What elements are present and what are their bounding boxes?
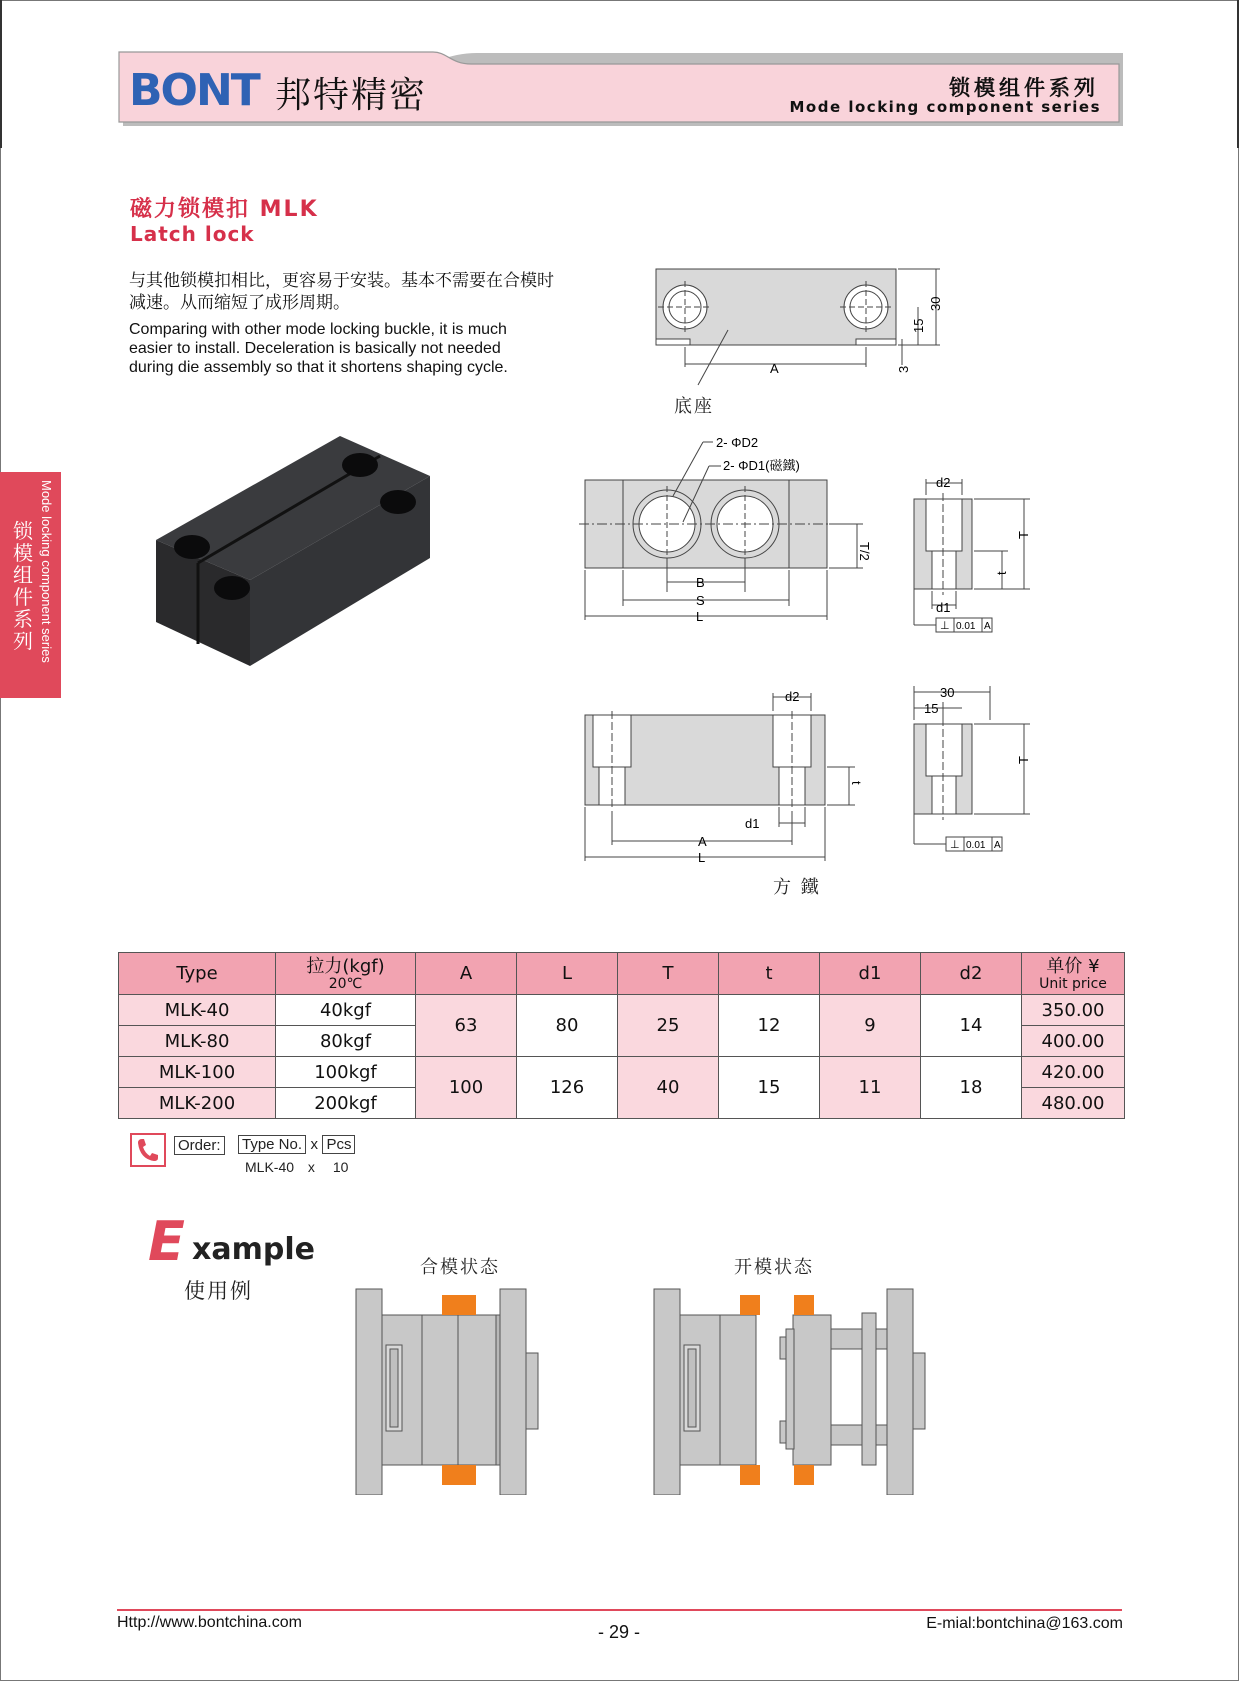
dim-T2: T/2 <box>857 542 872 561</box>
cell-price: 480.00 <box>1022 1088 1125 1119</box>
footer-email[interactable]: E-mial:bontchina@163.com <box>926 1615 1123 1632</box>
cell-force: 80kgf <box>276 1026 416 1057</box>
side-tab-cn: 锁模组件系列 <box>13 519 33 653</box>
latch-open-bottom-left <box>740 1465 760 1485</box>
dim-B: B <box>696 575 705 590</box>
header-A: A <box>416 953 517 995</box>
dim-t-side: t <box>994 571 1009 575</box>
footer-rule <box>117 1609 1122 1611</box>
cell-force: 100kgf <box>276 1057 416 1088</box>
base-label: 底座 <box>674 396 714 417</box>
cell-d1: 9 <box>820 995 921 1057</box>
dim-t-front: t <box>849 781 864 785</box>
cell-price: 400.00 <box>1022 1026 1125 1057</box>
header-type: Type <box>119 953 276 995</box>
drawing-magnet-top <box>575 430 875 630</box>
latch-open-top-left <box>740 1295 760 1315</box>
table-header-row <box>119 953 1125 995</box>
example-big-letter: E <box>148 1210 185 1273</box>
dim-15-side: 15 <box>924 701 939 716</box>
drawing-iron-front <box>575 685 865 865</box>
cell-t: 15 <box>719 1057 820 1119</box>
cell-type: MLK-100 <box>119 1057 276 1088</box>
dim-d2-front: d2 <box>785 689 800 704</box>
drawing-iron-side <box>900 680 1050 860</box>
order-example <box>130 1133 430 1177</box>
cell-price: 420.00 <box>1022 1057 1125 1088</box>
product-title-cn: 磁力锁模扣 MLK <box>130 197 319 222</box>
dim-A-front: A <box>698 834 707 849</box>
product-title-en: Latch lock <box>130 222 255 246</box>
header-T: T <box>618 953 719 995</box>
example-title: xample <box>192 1232 315 1267</box>
cell-t: 12 <box>719 995 820 1057</box>
tol-value-1: 0.01 <box>956 621 976 632</box>
example-title-cn: 使用例 <box>184 1279 253 1303</box>
iron-label: 方 鐵 <box>773 877 821 898</box>
order-pcs: Pcs <box>322 1135 355 1154</box>
dim-30: 30 <box>928 296 943 311</box>
cell-A: 100 <box>416 1057 517 1119</box>
cell-d2: 18 <box>921 1057 1022 1119</box>
header-L: L <box>517 953 618 995</box>
dim-d2-side: d2 <box>936 475 951 490</box>
tol-ref-1: A <box>984 621 991 632</box>
dim-L-top: L <box>696 609 704 624</box>
dim-d1-front: d1 <box>745 816 760 831</box>
product-photo <box>150 430 440 670</box>
dim-T-side: T <box>1016 531 1031 539</box>
cell-d2: 14 <box>921 995 1022 1057</box>
header-d2: d2 <box>921 953 1022 995</box>
table-row <box>119 995 1125 1026</box>
dim-L-front: L <box>698 850 706 865</box>
tol-symbol-2: ⊥ <box>950 839 960 851</box>
cell-T: 25 <box>618 995 719 1057</box>
dim-3: 3 <box>896 365 911 373</box>
order-label: Order: <box>174 1136 225 1155</box>
cell-d1: 11 <box>820 1057 921 1119</box>
drawing-base <box>640 255 960 415</box>
cell-force: 200kgf <box>276 1088 416 1119</box>
description-en: Comparing with other mode locking buckle, it is much easier to install. Deceleration is basically not needed during die assembly so that it shortens shaping cycle. <box>129 321 508 376</box>
dim-S: S <box>696 593 705 608</box>
tol-symbol-1: ⊥ <box>940 620 950 632</box>
order-type-no: Type No. <box>238 1135 306 1154</box>
cell-type: MLK-200 <box>119 1088 276 1119</box>
cell-T: 40 <box>618 1057 719 1119</box>
header-force: 拉力(kgf) 20℃ <box>276 953 416 995</box>
dim-30-side: 30 <box>940 685 955 700</box>
order-x: x <box>310 1136 318 1153</box>
cell-type: MLK-80 <box>119 1026 276 1057</box>
latch-open-bottom-right <box>794 1465 814 1485</box>
drawing-magnet-side <box>900 465 1050 645</box>
crop-mark-left <box>0 0 2 148</box>
dim-A-base: A <box>770 361 779 376</box>
latch-top <box>442 1295 476 1315</box>
order-example-x: x <box>307 1159 315 1175</box>
cell-A: 63 <box>416 995 517 1057</box>
open-mold-diagram <box>650 1285 930 1495</box>
spec-table <box>118 952 1125 1119</box>
tol-value-2: 0.01 <box>966 840 986 851</box>
dim-15: 15 <box>911 318 926 333</box>
dim-T-iron: T <box>1016 756 1031 764</box>
tol-ref-2: A <box>994 840 1001 851</box>
brand-name-cn: 邦特精密 <box>275 75 428 116</box>
cell-L: 80 <box>517 995 618 1057</box>
side-tab-en: Mode locking component series <box>39 480 54 663</box>
series-title-cn: 锁模组件系列 <box>949 76 1099 100</box>
label-hole-d2: 2- ΦD2 <box>716 435 759 450</box>
series-title-en: Mode locking component series <box>789 98 1101 116</box>
closed-state-label: 合模状态 <box>420 1257 500 1278</box>
side-tab <box>0 472 61 698</box>
brand-logo: BONT <box>129 65 259 116</box>
order-example-type: MLK-40 <box>245 1159 295 1175</box>
latch-open-top-right <box>794 1295 814 1315</box>
description-cn: 与其他锁模扣相比，更容易于安装。基本不需要在合模时减速。从而缩短了成形周期。 <box>129 271 554 313</box>
page-number: - 29 - <box>598 1622 641 1642</box>
closed-mold-diagram <box>350 1285 560 1495</box>
dim-d1-side: d1 <box>936 600 951 615</box>
open-state-label: 开模状态 <box>734 1257 814 1278</box>
table-row <box>119 1057 1125 1088</box>
order-example-qty: 10 <box>332 1159 349 1175</box>
footer-url[interactable]: Http://www.bontchina.com <box>117 1614 302 1631</box>
phone-icon <box>130 1133 166 1167</box>
cell-price: 350.00 <box>1022 995 1125 1026</box>
cell-force: 40kgf <box>276 995 416 1026</box>
label-hole-d1: 2- ΦD1(磁鐵) <box>723 458 800 473</box>
cell-L: 126 <box>517 1057 618 1119</box>
page-header <box>115 50 1123 126</box>
latch-bottom <box>442 1465 476 1485</box>
header-price: 单价 ¥ Unit price <box>1022 953 1125 995</box>
header-t: t <box>719 953 820 995</box>
header-d1: d1 <box>820 953 921 995</box>
crop-mark-right <box>1237 0 1239 148</box>
cell-type: MLK-40 <box>119 995 276 1026</box>
